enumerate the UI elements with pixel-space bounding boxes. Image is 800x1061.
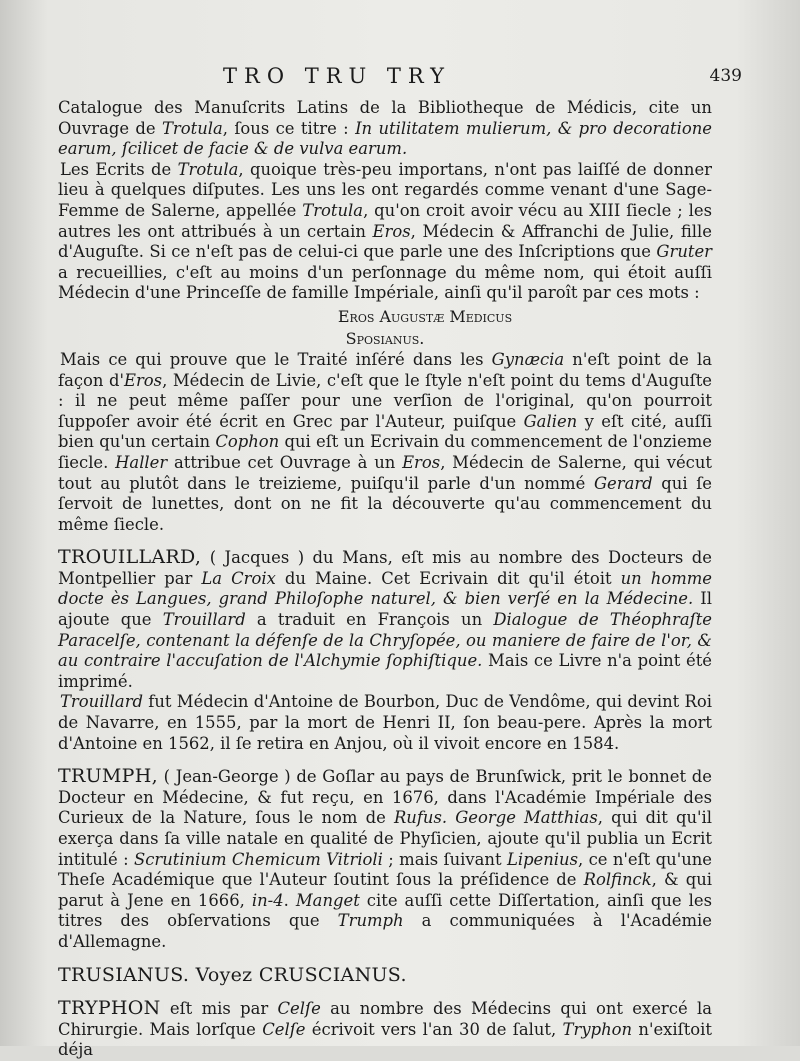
italic-run: Trotula bbox=[177, 159, 239, 179]
text-run: Il ajoute que bbox=[58, 589, 712, 630]
entry-trouillard bbox=[58, 547, 712, 692]
text-run: Mais ce qui prouve que le Traité inſéré dans les bbox=[60, 349, 492, 369]
paragraph-trotula-writings bbox=[58, 160, 712, 304]
italic-run: Eros bbox=[372, 221, 411, 241]
entry-heading-trusianus: TRUSIANUS. Voyez CRUSCIANUS. bbox=[58, 963, 407, 986]
text-run: au nombre des Médecins qui ont exercé la Chirurgie. Mais lorſque bbox=[58, 999, 712, 1039]
paragraph-catalogue bbox=[58, 98, 712, 160]
text-run: , qu'on croit avoir vécu au XIII ſiecle ; les autres les ont attribués à un certain bbox=[58, 200, 712, 241]
text-run: Mais ce Livre n'a point été imprimé. bbox=[58, 651, 712, 691]
text-run: a recueillies, c'eſt au moins d'un perſonnage du même nom, qui étoit auſſi Médecin d'une Princeſſe de famille Impériale, ainſi qu'il paroît par ces mots : bbox=[58, 262, 712, 303]
entry-heading-trumph: TRUMPH, bbox=[58, 765, 158, 788]
text-run: ; mais ſuivant bbox=[382, 849, 507, 869]
entry-heading-tryphon: TRYPHON bbox=[58, 997, 161, 1020]
text-run: , quoique très-peu importans, n'ont pas laiſſé de donner lieu à quelques diſputes. Les uns les ont regardés comme venant d'une Sage-Femme de Salerne, appellée bbox=[58, 159, 712, 220]
italic-run: Eros bbox=[123, 370, 163, 390]
italic-run: In utilitatem mulierum, & pro decoratione earum, ſcilicet de facie & de vulva earum. bbox=[58, 118, 713, 159]
italic-run: in-4 bbox=[251, 890, 284, 910]
text-run: , ce n'eſt qu'une Theſe Académique que l'Auteur ſoutint ſous la préſidence de bbox=[58, 849, 713, 890]
italic-run: Gruter bbox=[656, 242, 712, 262]
entry-text-trouillard bbox=[58, 548, 712, 691]
page-header bbox=[58, 58, 742, 98]
text-run: n'eſt point de la façon d' bbox=[58, 349, 712, 390]
entry-tryphon bbox=[58, 998, 712, 1061]
italic-run: Haller bbox=[115, 452, 168, 472]
text-run: cite auſſi cette Diſſertation, ainſi que les titres des obſervations que bbox=[58, 890, 713, 931]
italic-run: un homme docte ès Langues, grand Philoſophe naturel, & bien verſé en la Médecine. bbox=[58, 568, 712, 609]
italic-run: Galien bbox=[523, 411, 578, 431]
italic-run: Celſe bbox=[277, 999, 321, 1019]
italic-run: Dialogue de Théophraſte Paracelſe, contenant la défenſe de la Chryſopée, ou maniere de faire de l'or, & au contraire l'accuſation de l'Alchymie ſophiſtique. bbox=[58, 610, 712, 671]
italic-run: Eros bbox=[402, 452, 441, 472]
inscription-line-2: Sposianus. bbox=[345, 328, 425, 348]
text-run: fut Médecin d'Antoine de Bourbon, Duc de Vendôme, qui devint Roi de Navarre, en 1555, par la mort de Henri II, ſon beau-pere. Après la mort d'Antoine en 1562, il ſe retira en Anjou, où il vivoit encore en 1584. bbox=[58, 692, 712, 753]
text-run: , qui dit qu'il exerça dans ſa ville natale en qualité de Phyſicien, ajoute qu'il publia un Ecrit intitulé : bbox=[58, 808, 712, 869]
text-run: qui ſe ſervoit de lunettes, dont on ne fit la découverte qu'au commencement du même ſiecle. bbox=[58, 473, 712, 534]
text-run: y eſt cité, auſſi bien qu'un certain bbox=[58, 411, 712, 452]
text-run: , ſous ce titre : bbox=[222, 118, 356, 138]
text-run: , Médecin & Affranchi de Julie, fille d'Auguſte. Si ce n'eſt pas de celui-ci que parle une des Inſcriptions que bbox=[58, 221, 712, 262]
text-run: Catalogue des Manuſcrits Latins de la Bibliotheque de Médicis, cite un Ouvrage de bbox=[58, 98, 712, 138]
entry-text-trumph bbox=[58, 767, 712, 951]
italic-run: Cophon bbox=[215, 432, 280, 452]
text-run: . bbox=[283, 890, 296, 910]
running-head: TRO TRU TRY bbox=[223, 64, 451, 88]
entry-heading-trouillard: TROUILLARD, bbox=[58, 546, 202, 569]
italic-run: Trumph bbox=[337, 911, 404, 931]
entry-trusianus bbox=[58, 965, 712, 987]
text-run: a traduit en François un bbox=[245, 610, 494, 630]
text-run: , Médecin de Salerne, qui vécut tout au plutôt dans le treizieme, puiſqu'il parle d'un nommé bbox=[58, 452, 712, 493]
italic-run: Trotula bbox=[161, 118, 223, 138]
text-run: , Médecin de Livie, c'eſt que le ſtyle n'eſt point du tems d'Auguſte : il ne peut même paſſer pour une verſion de l'original, qu'on pourroit ſuppoſer avoir été écrit en Grec par l'Auteur, puiſque bbox=[58, 370, 712, 431]
text-run: , & qui parut à Jene en 1666, bbox=[58, 870, 712, 910]
italic-run: Manget bbox=[295, 890, 360, 910]
text-run: attribue cet Ouvrage à un bbox=[167, 452, 403, 472]
italic-run: Rufus. George Matthias bbox=[393, 808, 598, 828]
italic-run: Trouillard bbox=[162, 610, 246, 630]
text-run: du Maine. Cet Ecrivain dit qu'il étoit bbox=[275, 568, 621, 588]
entry-trumph bbox=[58, 766, 712, 952]
text-run: a communiquées à l'Académie d'Allemagne. bbox=[58, 911, 712, 951]
text-run: Les Ecrits de bbox=[60, 159, 178, 179]
italic-run: La Croix bbox=[201, 568, 276, 588]
text-run: qui eſt un Ecrivain du commencement de l'onzieme ſiecle. bbox=[58, 432, 712, 472]
page-number: 439 bbox=[709, 66, 742, 86]
text-run: ( Jacques ) du Mans, eſt mis au nombre des Docteurs de Montpellier par bbox=[58, 548, 712, 588]
text-run: eſt mis par bbox=[160, 999, 278, 1019]
paragraph-gynaecia bbox=[58, 350, 712, 535]
italic-run: Trouillard bbox=[60, 692, 144, 712]
italic-run: Gynæcia bbox=[491, 349, 565, 369]
italic-run: Rolfinck bbox=[583, 870, 652, 890]
italic-run: Gerard bbox=[593, 473, 653, 493]
text-run: ( Jean-George ) de Goſlar au pays de Brunſwick, prit le bonnet de Docteur en Médecine, & fut reçu, en 1676, dans l'Académie Impériale des Curieux de la Nature, ſous le nom de bbox=[58, 767, 712, 828]
italic-run: Tryphon bbox=[562, 1019, 633, 1039]
italic-run: Trotula bbox=[302, 200, 364, 220]
inscription-line-1: Eros Augustæ Medicus bbox=[337, 306, 513, 326]
text-run: écrivoit vers l'an 30 de ſalut, bbox=[305, 1019, 563, 1039]
italic-run: Scrutinium Chemicum Vitrioli bbox=[133, 849, 383, 869]
text-run: n'exiſtoit déja bbox=[58, 1019, 713, 1060]
italic-run: Lipenius bbox=[506, 849, 579, 869]
paragraph-trouillard-bourbon bbox=[58, 692, 712, 754]
italic-run: Celſe bbox=[262, 1019, 306, 1039]
